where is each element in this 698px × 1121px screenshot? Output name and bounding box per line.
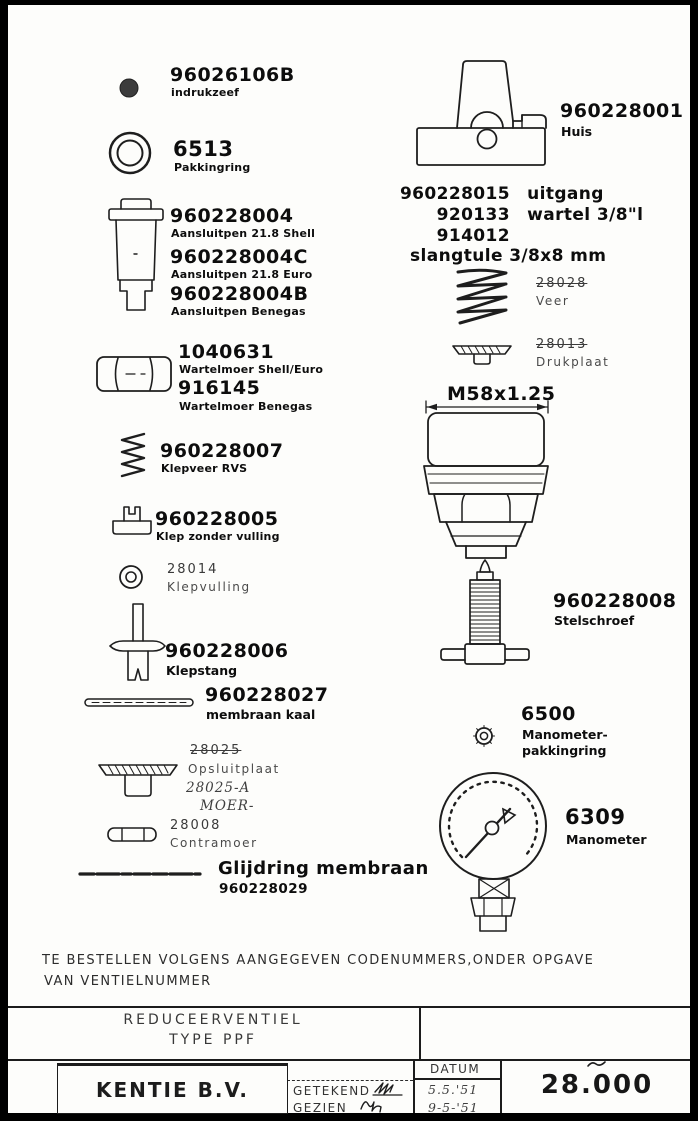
indrukzeef-drawing [117, 76, 141, 100]
outlet-line-label: slangtule 3/8x8 mm [410, 246, 607, 266]
outlet-line-label: uitgang [527, 184, 604, 204]
huis-drawing [410, 57, 550, 169]
klepvulling-drawing [117, 563, 145, 591]
opsluitplaat-code: 28025 [190, 743, 242, 758]
indrukzeef-code: 96026106B [170, 64, 295, 86]
membraan-code: 960228027 [205, 684, 329, 706]
aansluitpen-v1-code: 960228004 [170, 205, 294, 227]
order-note-line1: TE BESTELLEN VOLGENS AANGEGEVEN CODENUMMERS,ONDER OPGAVE [42, 953, 595, 968]
manometer-code: 6309 [565, 805, 626, 829]
klep-label: Klep zonder vulling [156, 530, 280, 543]
outlet-line-label: wartel 3/8"l [527, 205, 644, 225]
manometer-pakkingring-label1: Manometer- [522, 727, 608, 742]
klepstang-label: Klepstang [166, 663, 238, 678]
veer-code: 28028 [536, 276, 588, 291]
klepvulling-label: Klepvulling [167, 580, 251, 594]
outlet-line-code: 920133 [436, 205, 510, 225]
klep-drawing [110, 503, 154, 541]
membraan-drawing [84, 697, 194, 709]
huis-label: Huis [561, 124, 593, 139]
wartelmoer-v1-code: 1040631 [178, 341, 275, 363]
opsluitplaat-drawing [96, 757, 180, 799]
aansluitpen-v3-label: Aansluitpen Benegas [171, 305, 306, 318]
manometer-pakkingring-drawing [472, 724, 496, 748]
veer-drawing [450, 266, 514, 328]
contramoer-label: Contramoer [170, 836, 258, 850]
seen-label: GEZIEN [293, 1101, 348, 1115]
aansluitpen-v2-label: Aansluitpen 21.8 Euro [171, 268, 313, 281]
drawn-signature [372, 1080, 408, 1096]
wartelmoer-drawing [95, 353, 173, 395]
date-seen: 9-5-'51 [428, 1100, 479, 1115]
aansluitpen-v3-code: 960228004B [170, 283, 309, 305]
bonnet-drawing [420, 410, 552, 560]
manometer-drawing [431, 768, 555, 936]
contramoer-drawing [106, 824, 160, 846]
contramoer-code: 28008 [170, 818, 222, 833]
drukplaat-drawing [450, 340, 514, 368]
stelschroef-drawing [437, 558, 533, 666]
klepveer-drawing [118, 431, 148, 481]
border-right [690, 0, 698, 1121]
manometer-pakkingring-code: 6500 [521, 703, 576, 725]
klepvulling-code: 28014 [167, 562, 219, 577]
drawn-label: GETEKEND [293, 1084, 371, 1098]
drukplaat-code: 28013 [536, 337, 588, 352]
wartelmoer-v1-label: Wartelmoer Shell/Euro [179, 363, 324, 376]
glijdring-label: Glijdring membraan [218, 858, 429, 879]
outlet-line-code: 914012 [436, 226, 510, 246]
klepveer-code: 960228007 [160, 440, 284, 462]
veer-label: Veer [536, 294, 570, 308]
drukplaat-label: Drukplaat [536, 355, 610, 369]
border-left [0, 0, 8, 1121]
bonnet-dimension-label: M58x1.25 [447, 383, 556, 405]
huis-code: 960228001 [560, 100, 684, 122]
drawing-number-tilde [586, 1059, 608, 1069]
pakkingring-code: 6513 [173, 137, 234, 161]
indrukzeef-label: indrukzeef [171, 86, 240, 99]
titleblock-top-divider [419, 1006, 421, 1061]
opsluitplaat-label: Opsluitplaat [188, 762, 280, 776]
aansluitpen-v2-code: 960228004C [170, 246, 308, 268]
aansluitpen-v1-label: Aansluitpen 21.8 Shell [171, 227, 316, 240]
company-box [57, 1063, 288, 1114]
border-bottom [0, 1113, 698, 1121]
titleblock-col-divider-2 [500, 1059, 502, 1113]
outlet-line [398, 226, 698, 266]
membraan-label: membraan kaal [206, 707, 316, 722]
manometer-pakkingring-label2: pakkingring [522, 743, 607, 758]
border-top [0, 0, 698, 5]
klepstang-drawing [106, 601, 168, 685]
manometer-label: Manometer [566, 832, 647, 847]
glijdring-drawing [78, 869, 202, 879]
company-name: KENTIE B.V. [96, 1077, 249, 1102]
seen-signature [358, 1096, 388, 1114]
outlet-options-list [398, 184, 698, 266]
titleblock-top-line [8, 1006, 690, 1008]
outlet-line [398, 184, 698, 205]
titleblock-col-divider-1 [413, 1059, 415, 1113]
outlet-line-code: 960228015 [399, 184, 510, 204]
opsluitplaat-note2: MOER- [200, 798, 255, 814]
product-title-line1: REDUCEERVENTIEL [123, 1012, 303, 1028]
wartelmoer-v2-code: 916145 [178, 377, 261, 399]
order-note-line2: VAN VENTIELNUMMER [44, 974, 212, 989]
pakkingring-label: Pakkingring [174, 161, 251, 174]
klep-code: 960228005 [155, 508, 279, 530]
opsluitplaat-note1: 28025-A [186, 780, 251, 796]
stelschroef-label: Stelschroef [554, 613, 635, 628]
outlet-line [398, 205, 698, 226]
wartelmoer-v2-label: Wartelmoer Benegas [179, 400, 313, 413]
klepveer-label: Klepveer RVS [161, 462, 248, 475]
glijdring-code: 960228029 [219, 881, 309, 897]
aansluitpen-drawing [100, 196, 170, 314]
stelschroef-code: 960228008 [553, 590, 677, 612]
date-label: DATUM [430, 1062, 481, 1076]
datum-underline [413, 1078, 502, 1080]
klepstang-code: 960228006 [165, 640, 289, 662]
date-drawn: 5.5.'51 [428, 1082, 479, 1097]
product-title-line2: TYPE PPF [169, 1032, 257, 1048]
pakkingring-drawing [107, 130, 153, 176]
drawing-number: 28.000 [540, 1070, 654, 1100]
